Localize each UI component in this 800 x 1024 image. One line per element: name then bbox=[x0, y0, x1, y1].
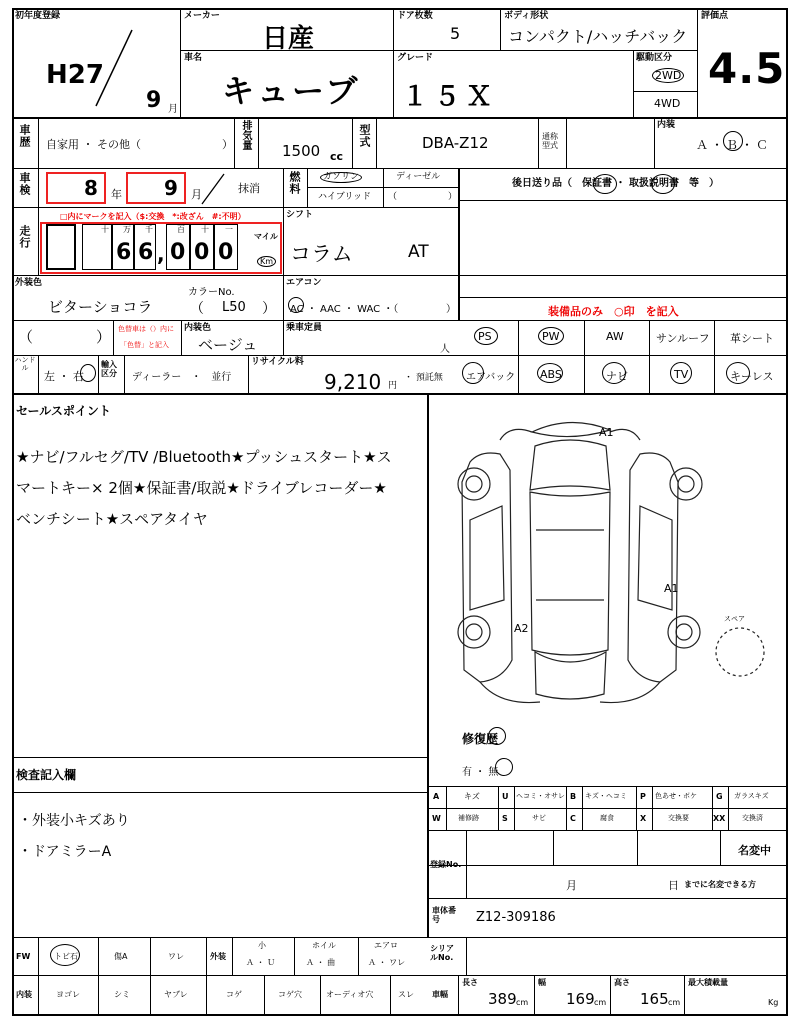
ext-head: エアロ bbox=[374, 941, 398, 950]
color-change-note-1: 色替車は（）内に bbox=[118, 325, 174, 333]
capacity-label: 乗車定員 bbox=[286, 323, 323, 333]
repair-label: 修復歴 bbox=[462, 732, 499, 746]
height-value: 165 bbox=[640, 990, 669, 1008]
ext-val: Ａ ・ 曲 bbox=[306, 958, 336, 967]
height-label: 高さ bbox=[614, 978, 630, 987]
load-unit: Kg bbox=[768, 998, 779, 1007]
equip-navi-circle bbox=[602, 362, 626, 384]
name-value: キューブ bbox=[222, 72, 361, 110]
displacement-label: 排気量 bbox=[240, 120, 251, 150]
month-unit: 月 bbox=[168, 104, 178, 115]
repair-none-circle bbox=[495, 758, 513, 776]
name-label: 車名 bbox=[184, 53, 203, 63]
inspection-month: 9 bbox=[164, 176, 178, 200]
model-value: DBA-Z12 bbox=[422, 134, 489, 152]
equip-aw: AW bbox=[606, 330, 624, 343]
color-paren-open: （ bbox=[190, 301, 204, 317]
width-value: 169 bbox=[566, 990, 595, 1008]
fw-label: FW bbox=[16, 952, 31, 961]
capacity-unit: 人 bbox=[440, 344, 450, 355]
history-label: 車歴 bbox=[18, 124, 31, 148]
equip-ps: PS bbox=[478, 330, 492, 343]
inspection-label: 車検 bbox=[18, 172, 31, 196]
fw-item: トビ石 bbox=[54, 952, 78, 961]
legend-text: キズ・ヘコミ bbox=[585, 792, 627, 800]
length-unit: cm bbox=[516, 998, 529, 1007]
length-label: 長さ bbox=[462, 978, 478, 987]
maker-value: 日産 bbox=[262, 24, 315, 54]
displacement-value: 1500 bbox=[282, 142, 321, 160]
maker-label: メーカー bbox=[184, 11, 220, 21]
int-item: スレ bbox=[398, 990, 414, 999]
fuel-label: 燃料 bbox=[288, 171, 301, 195]
mileage-digit: 6 bbox=[138, 240, 154, 265]
legend-code: G bbox=[716, 792, 723, 801]
spare-label: スペア bbox=[724, 615, 745, 623]
fuel-hybrid: ハイブリッド bbox=[318, 192, 372, 202]
interior-grade-value: Ａ・Ｂ・Ｃ bbox=[696, 138, 772, 152]
history-value: 自家用 ・ その他（ bbox=[46, 138, 141, 151]
damage-mark: A1 bbox=[664, 582, 679, 595]
interior-grade-circle bbox=[723, 131, 743, 151]
ext-head: 小 bbox=[258, 941, 266, 950]
registration-month: 月 bbox=[566, 879, 577, 892]
fw-item-circle bbox=[50, 944, 80, 966]
history-close: ） bbox=[222, 138, 233, 151]
mileage-note: □内にマークを記入（$:交換 *:改ざん #:不明） bbox=[60, 212, 246, 221]
legend-code: U bbox=[502, 792, 509, 801]
recycle-label: リサイクル料 bbox=[251, 357, 304, 367]
width-label: 幅 bbox=[538, 978, 546, 987]
color-change-open: （ bbox=[18, 328, 34, 346]
legend-text: 交換要 bbox=[668, 814, 689, 822]
legend-text: 交換済 bbox=[742, 814, 763, 822]
damage-mark: A2 bbox=[514, 622, 529, 635]
interior-grade-label: 内装 bbox=[657, 120, 676, 130]
shift-label: シフト bbox=[286, 210, 314, 220]
aircon-value: AC ・ AAC ・ WAC ・（ bbox=[290, 304, 399, 315]
serial-label: シリアルNo. bbox=[430, 944, 454, 962]
equip-leather: 革シート bbox=[730, 332, 774, 345]
inspect-label: 検査記入欄 bbox=[16, 768, 77, 782]
fuel-other: （ bbox=[388, 192, 398, 202]
inspect-line: ・ドアミラーA bbox=[18, 844, 112, 860]
color-label: 外装色 bbox=[15, 278, 43, 288]
color-paren-close: ） bbox=[262, 301, 276, 317]
exterior-label: 外装 bbox=[210, 952, 226, 961]
legend-code: P bbox=[640, 792, 646, 801]
legend-text: 色あせ・ボケ bbox=[655, 792, 697, 800]
color-no-label: カラーNo. bbox=[188, 287, 235, 298]
import-value: ディーラー ・ 並行 bbox=[132, 372, 232, 383]
registration-day: 日 bbox=[668, 879, 679, 892]
mileage-separator: , bbox=[157, 242, 165, 266]
later-items-circle-1 bbox=[593, 174, 617, 194]
model-label: 型式 bbox=[358, 124, 371, 148]
sales-line: ベンチシート★スペアタイヤ bbox=[16, 510, 208, 528]
equip-keyless-circle bbox=[726, 362, 750, 384]
mileage-km-circled: Km bbox=[257, 256, 276, 267]
equip-pw-circle bbox=[538, 327, 564, 345]
int-item: シミ bbox=[114, 990, 130, 999]
aircon-label: エアコン bbox=[286, 278, 322, 288]
recycle-note: ・ 預託無 bbox=[404, 373, 443, 383]
drive-2wd-circled: 2WD bbox=[652, 68, 684, 83]
mileage-digit: 6 bbox=[116, 240, 132, 265]
load-label: 最大積載量 bbox=[688, 978, 728, 987]
first-reg-label: 初年度登録 bbox=[15, 11, 61, 21]
import-label: 輸入区分 bbox=[101, 360, 117, 378]
size-label: 車幅 bbox=[432, 990, 448, 999]
equip-ps-circle bbox=[474, 327, 498, 345]
equip-header: 装備品のみ ○印 を記入 bbox=[548, 305, 679, 318]
repair-label-circle bbox=[488, 727, 506, 745]
legend-code: S bbox=[502, 814, 508, 823]
inspection-slash bbox=[198, 172, 228, 206]
length-value: 389 bbox=[488, 990, 517, 1008]
aircon-circle bbox=[288, 297, 304, 313]
mileage-unit: 千 bbox=[145, 225, 153, 234]
first-reg-month: 9 bbox=[146, 88, 162, 113]
legend-text: 腐食 bbox=[600, 814, 614, 822]
mileage-mile: マイル bbox=[254, 232, 278, 241]
mileage-unit: 十 bbox=[101, 225, 109, 234]
first-reg-year: H27 bbox=[46, 60, 104, 90]
mileage-unit: 一 bbox=[225, 225, 233, 234]
legend-text: ガラスキズ bbox=[734, 792, 769, 800]
score-value: 4.5 bbox=[708, 44, 786, 93]
fw-item: ワレ bbox=[168, 952, 184, 961]
name-change: 名変中 bbox=[738, 844, 771, 857]
mileage-label: 走行 bbox=[18, 225, 31, 249]
vin-label: 車体番号 bbox=[432, 906, 456, 924]
fuel-diesel: ディーゼル bbox=[396, 172, 441, 182]
damage-mark: A1 bbox=[599, 426, 614, 439]
shift-type: AT bbox=[408, 242, 429, 262]
equip-airbag-circle bbox=[462, 362, 484, 384]
mileage-digit-box bbox=[46, 224, 76, 270]
mileage-unit: 万 bbox=[123, 225, 131, 234]
legend-code: C bbox=[570, 814, 576, 823]
equip-tv: TV bbox=[674, 368, 689, 381]
repair-value: 有 ・ 無 bbox=[462, 767, 499, 778]
legend-code: X bbox=[640, 814, 647, 823]
diagonal-slash bbox=[90, 28, 140, 108]
equip-pw: PW bbox=[542, 330, 560, 343]
ext-head: ホイル bbox=[312, 941, 336, 950]
equip-navi: ナビ bbox=[606, 370, 628, 383]
equip-abs-circle bbox=[537, 363, 563, 383]
mileage-unit: 百 bbox=[177, 225, 185, 234]
equip-keyless: キーレス bbox=[730, 370, 774, 383]
legend-code: B bbox=[570, 792, 577, 801]
inspection-year: 8 bbox=[84, 176, 98, 200]
ext-val: Ａ ・ ワレ bbox=[368, 958, 406, 967]
doors-label: ドア枚数 bbox=[397, 11, 433, 21]
recycle-value: 9,210 bbox=[324, 370, 382, 394]
legend-code: W bbox=[432, 814, 441, 823]
int-item: コゲ穴 bbox=[278, 990, 302, 999]
displacement-unit: cc bbox=[330, 150, 344, 163]
mileage-digit: 0 bbox=[218, 240, 234, 265]
grade-value: １５Ｘ bbox=[402, 82, 499, 112]
equip-abs: ABS bbox=[540, 368, 562, 381]
registration-label: 登録No. bbox=[430, 860, 462, 869]
interior-label: 内装 bbox=[16, 990, 32, 999]
vin-value: Z12-309186 bbox=[476, 910, 556, 925]
body-value: コンパクト/ハッチバック bbox=[508, 27, 688, 46]
sales-line: ★ナビ/フルセグ/TV /Bluetooth★プッシュスタート★ス bbox=[16, 448, 392, 466]
int-item: ヤブレ bbox=[164, 990, 188, 999]
shift-value: コラム bbox=[290, 242, 353, 266]
legend-text: サビ bbox=[532, 814, 546, 822]
legend-code: XX bbox=[713, 814, 726, 823]
handle-circle bbox=[80, 364, 96, 382]
inspection-year-unit: 年 bbox=[111, 188, 122, 201]
fuel-gasoline-circled: ガソリン bbox=[320, 172, 362, 183]
inspect-line: ・外装小キズあり bbox=[18, 813, 130, 829]
body-label: ボディ形状 bbox=[504, 11, 549, 21]
sales-label: セールスポイント bbox=[16, 404, 111, 418]
legend-text: 補修跡 bbox=[458, 814, 479, 822]
registration-deadline: までに名変できる方 bbox=[684, 880, 756, 889]
interior-color-value: ベージュ bbox=[198, 336, 258, 354]
drive-4wd: 4WD bbox=[654, 97, 681, 110]
ext-val: Ａ ・ Ｕ bbox=[246, 958, 276, 967]
int-item: コゲ bbox=[226, 990, 242, 999]
grade-label: グレード bbox=[397, 53, 434, 63]
height-unit: cm bbox=[668, 998, 681, 1007]
car-damage-diagram bbox=[440, 410, 780, 720]
color-change-note-2: 「色替」と記入 bbox=[120, 341, 169, 349]
mileage-digit: 0 bbox=[194, 240, 210, 265]
color-no: L50 bbox=[222, 300, 246, 315]
width-unit: cm bbox=[594, 998, 607, 1007]
equip-sunroof: サンルーフ bbox=[656, 332, 710, 345]
inspection-erase: 抹消 bbox=[238, 182, 260, 195]
equip-airbag: エアバック bbox=[466, 372, 516, 383]
score-label: 評価点 bbox=[701, 11, 729, 21]
interior-color-label: 内装色 bbox=[184, 323, 212, 333]
doors-value: 5 bbox=[450, 24, 461, 43]
common-model-label: 通称型式 bbox=[542, 132, 558, 150]
inspection-month-unit: 月 bbox=[191, 188, 202, 201]
legend-code: A bbox=[433, 792, 440, 801]
later-items-circle-2 bbox=[651, 174, 675, 194]
legend-text: キズ bbox=[464, 792, 480, 801]
aircon-close: ） bbox=[446, 304, 456, 315]
recycle-unit: 円 bbox=[388, 381, 398, 391]
fw-item: 傷A bbox=[114, 952, 128, 961]
int-item: オーディオ穴 bbox=[326, 990, 374, 999]
handle-value: 左 ・ 右 bbox=[44, 370, 84, 383]
later-items: 後日送り品（ 保証書 ・ 取扱説明書 等 ） bbox=[512, 178, 719, 189]
handle-label: ハンドル bbox=[14, 356, 36, 372]
mileage-digit: 0 bbox=[170, 240, 186, 265]
color-change-close: ） bbox=[96, 328, 112, 346]
equip-tv-circle bbox=[670, 362, 692, 384]
legend-text: ヘコミ・オサレ bbox=[516, 792, 565, 800]
drive-label: 駆動区分 bbox=[636, 53, 673, 63]
sales-line: マートキー× 2個★保証書/取説★ドライブレコーダー★ bbox=[16, 479, 387, 497]
mileage-unit: 十 bbox=[201, 225, 209, 234]
color-value: ビターショコラ bbox=[48, 298, 153, 316]
int-item: ヨゴレ bbox=[56, 990, 80, 999]
fuel-other-close: ） bbox=[448, 192, 458, 202]
